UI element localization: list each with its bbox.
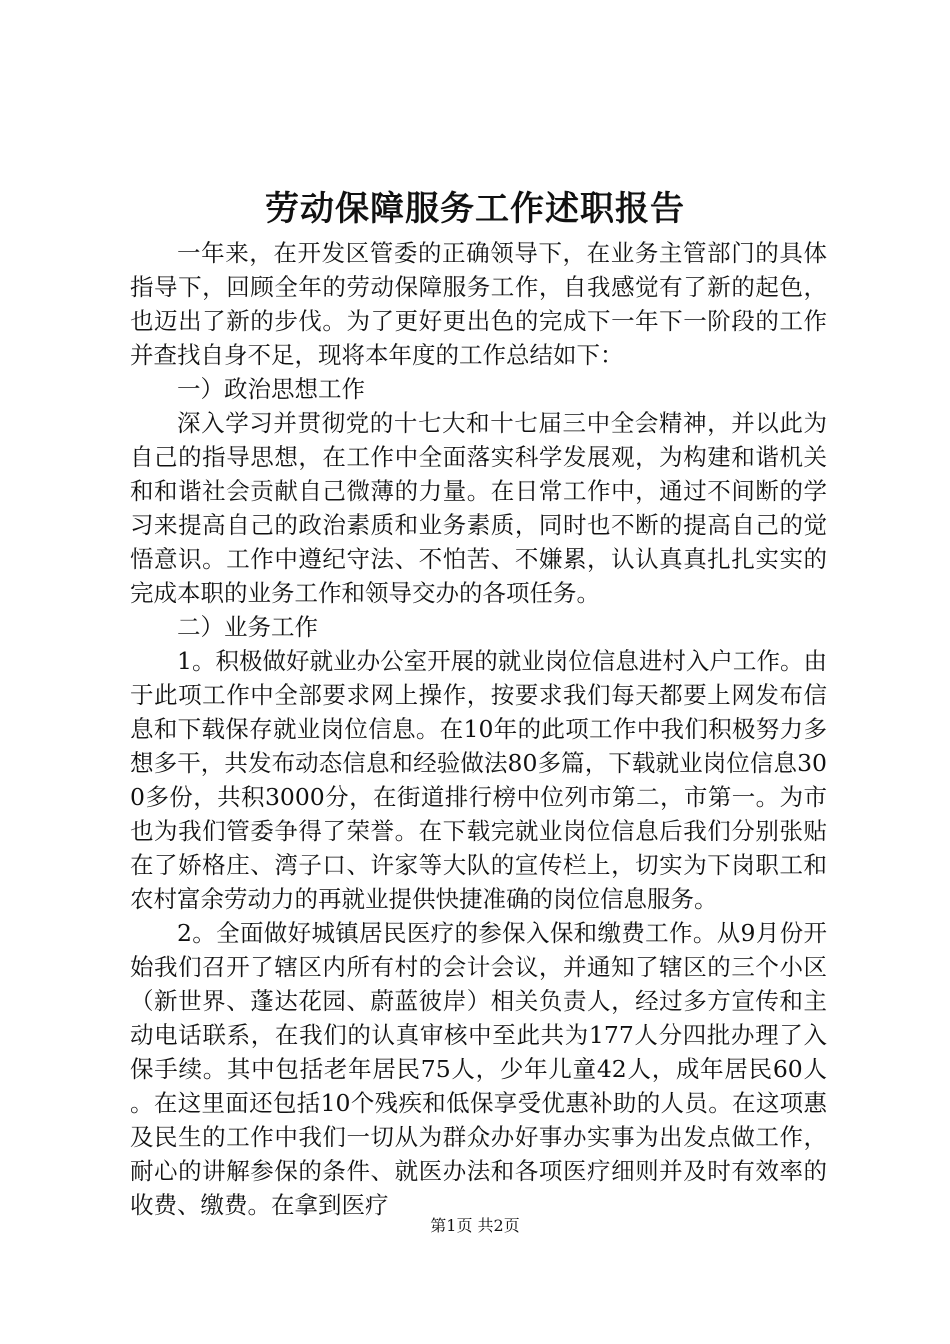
intro-paragraph: 一年来，在开发区管委的正确领导下，在业务主管部门的具体指导下，回顾全年的劳动保障服务工作，自我感觉有了新的起色，也迈出了新的步伐。为了更好更出色的完成下一年下一阶段的工作并查找自身不足，现将本年度的工作总结如下：	[130, 239, 827, 369]
document-body	[130, 236, 827, 1222]
document-title: 劳动保障服务工作述职报告	[265, 189, 685, 229]
business-item-1-paragraph: 1。积极做好就业办公室开展的就业岗位信息进村入户工作。由于此项工作中全部要求网上操作，按要求我们每天都要上网发布信息和下载保存就业岗位信息。在10年的此项工作中我们积极努力多想多干，共发布动态信息和经验做法80多篇，下载就业岗位信息300多份，共积3000分，在街道排行榜中位列市第二，市第一。为市也为我们管委争得了荣誉。在下载完就业岗位信息后我们分别张贴在了娇格庄、湾子口、许家等大队的宣传栏上，切实为下岗职工和农村富余劳动力的再就业提供快捷准确的岗位信息服务。	[130, 647, 827, 913]
page-number-footer: 第1页 共2页	[430, 1216, 520, 1235]
political-paragraph: 深入学习并贯彻党的十七大和十七届三中全会精神，并以此为自己的指导思想，在工作中全面落实科学发展观，为构建和谐机关和和谐社会贡献自己微薄的力量。在日常工作中，通过不间断的学习来提高自己的政治素质和业务素质，同时也不断的提高自己的觉悟意识。工作中遵纪守法、不怕苦、不嫌累，认认真真扎扎实实的完成本职的业务工作和领导交办的各项任务。	[130, 409, 827, 607]
section-heading-business: 二）业务工作	[177, 613, 318, 641]
business-item-2-paragraph: 2。全面做好城镇居民医疗的参保入保和缴费工作。从9月份开始我们召开了辖区内所有村的会计会议，并通知了辖区的三个小区（新世界、蓬达花园、蔚蓝彼岸）相关负责人，经过多方宣传和主动电话联系，在我们的认真审核中至此共为177人分四批办理了入保手续。其中包括老年居民75人，少年儿童42人，成年居民60人。在这里面还包括10个残疾和低保享受优惠补助的人员。在这项惠及民生的工作中我们一切从为群众办好事办实事为出发点做工作，耐心的讲解参保的条件、就医办法和各项医疗细则并及时有效率的收费、缴费。在拿到医疗	[130, 919, 827, 1219]
section-heading-political: 一）政治思想工作	[177, 375, 365, 403]
